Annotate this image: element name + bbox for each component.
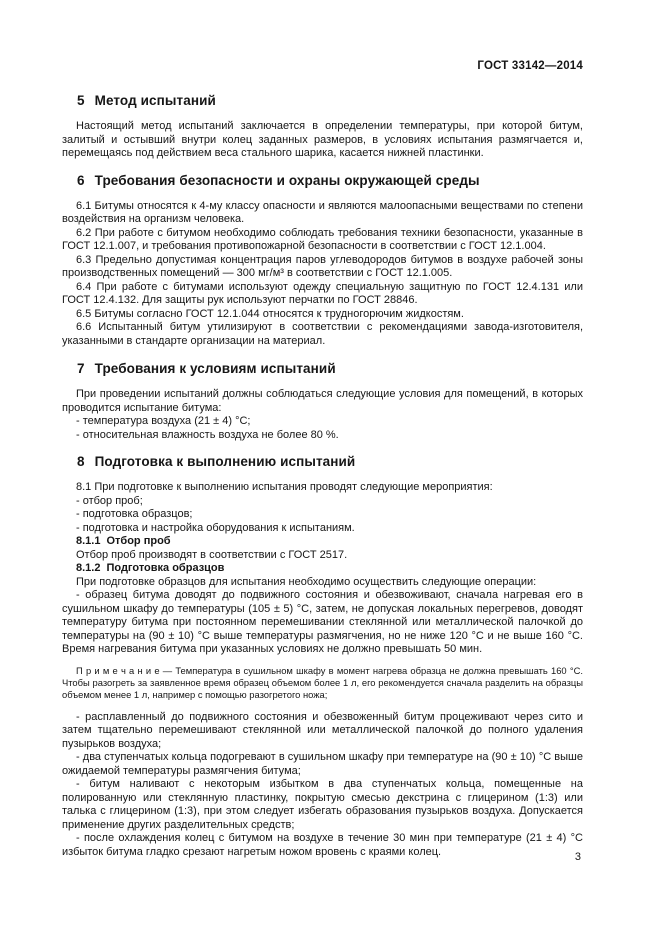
operation-item: - расплавленный до подвижного состояния и обезвоженный битум процеживают через сито и затем тщательно перемешивают стеклянной или металлической палочкой до полного удаления пузырьков воздуха; [62, 710, 583, 750]
section-7-heading [62, 361, 583, 377]
section-number: 8 [77, 454, 85, 469]
section-title-text: Требования к условиям испытаний [94, 361, 336, 376]
paragraph: При подготовке образцов для испытания необходимо осуществить следующие операции: [76, 575, 537, 588]
section-title-text: Подготовка к выполнению испытаний [94, 454, 356, 469]
list-item: - подготовка и настройка оборудования к испытаниям. [76, 521, 355, 534]
clause-8-1: 8.1 При подготовке к выполнению испытания проводят следующие мероприятия: [76, 481, 493, 493]
paragraph: Отбор проб производят в соответствии с ГОСТ 2517. [76, 548, 348, 561]
section-title-text: Требования безопасности и охраны окружающей среды [94, 172, 480, 188]
paragraph: При проведении испытаний должны соблюдаться следующие условия для помещений, в которых проводится испытание битума: [62, 388, 583, 414]
section-title-text: Метод испытаний [94, 93, 216, 108]
clause-6-1: 6.1 Битумы относятся к 4-му классу опасности и являются малоопасными веществами по степени воздействия на организм человека. [62, 199, 583, 225]
clause-6-2: 6.2 При работе с битумом необходимо соблюдать требования техники безопасности, указанные в ГОСТ 12.1.007, и требования противопожарной безопасности в соответствии с ГОСТ 12.1.004. [62, 226, 583, 252]
section-5-heading [62, 93, 583, 109]
operation-item: - после охлаждения колец с битумом на воздухе в течение 30 мин при температуре (21 ± 4) °С избыток битума гладко срезают нагретым ножом вровень с краями колец. [62, 832, 583, 858]
doc-code: ГОСТ 33142—2014 [477, 60, 583, 72]
list-item: - температура воздуха (21 ± 4) °С; [76, 415, 251, 427]
page-number: 3 [574, 851, 581, 863]
paragraph: Настоящий метод испытаний заключается в определении температуры, при которой битум, залитый и остывший внутри колец заданных размеров, в условиях испытания размягчается и, перемещаясь под действием веса стального шарика, касается нижней пластинки. [62, 120, 583, 159]
section-6 [62, 173, 583, 349]
clause-6-5: 6.5 Битумы согласно ГОСТ 12.1.044 относятся к трудногорючим жидкостям. [76, 307, 464, 320]
subsection-8-1-2-heading [62, 562, 583, 576]
subsection-title-text: Отбор проб [106, 535, 171, 547]
subsection-number: 8.1.2 [76, 562, 101, 574]
operation-item: - образец битума доводят до подвижного состояния и обезвоживают, сначала нагревая его в сушильном шкафу до температуры (105 ± 5) °С, затем, не допуская локальных перегревов, доводят температуру битума при постоянном перемешивании стеклянной или металлической палочкой до температуры на (90 ± 10) °С выше температуры размягчения, но не ниже 120 °С и не выше 160 °С. Время нагревания битума при указанных условиях не должно превышать 50 мин. [62, 589, 583, 655]
clause-6-6: 6.6 Испытанный битум утилизируют в соответствии с рекомендациями завода-изготовителя, указанными в стандарте организации на материал. [62, 321, 583, 347]
subsection-8-1-1-heading [62, 535, 583, 549]
section-6-heading [62, 173, 583, 189]
clause-6-3: 6.3 Предельно допустимая концентрация паров углеводородов битумов в воздухе рабочей зоны производственных помещений — 300 мг/м³ в соответствии с ГОСТ 12.1.005. [62, 253, 583, 279]
section-5 [62, 93, 583, 161]
list-item: - подготовка образцов; [76, 508, 193, 520]
section-7 [62, 361, 583, 442]
note-paragraph: П р и м е ч а н и е — Температура в сушильном шкафу в момент нагрева образца не должна превышать 160 °С. Чтобы разогреть за заявленное время образец объемом более 1 л, его рекомендуется сначала разделить на образцы объемом менее 1 л, например с помощью разогретого ножа; [62, 664, 583, 701]
section-number: 5 [77, 93, 85, 108]
subsection-number: 8.1.1 [76, 535, 101, 547]
section-8-heading [62, 454, 583, 470]
operation-item: - битум наливают с некоторым избытком в два ступенчатых кольца, помещенные на полированную или стеклянную пластинку, покрытую смесью декстрина с глицерином (1:3) или талька с глицерином (1:3), при этом следует избегать образования пузырьков воздуха. Допускается применение других разделительных средств; [62, 778, 583, 831]
clause-6-4: 6.4 При работе с битумами используют одежду специальную защитную по ГОСТ 12.4.131 или ГОСТ 12.4.132. Для защиты рук используют перчатки по ГОСТ 28846. [62, 280, 583, 306]
subsection-title-text: Подготовка образцов [106, 562, 225, 574]
section-number: 7 [77, 361, 85, 376]
section-8 [62, 454, 583, 859]
operation-item: - два ступенчатых кольца подогревают в сушильном шкафу при температуре на (90 ± 10) °С выше ожидаемой температуры размягчения битума; [62, 751, 583, 777]
list-item: - относительная влажность воздуха не более 80 %. [76, 428, 339, 441]
list-item: - отбор проб; [76, 494, 143, 507]
section-number: 6 [77, 172, 85, 188]
doc-header [62, 60, 583, 73]
